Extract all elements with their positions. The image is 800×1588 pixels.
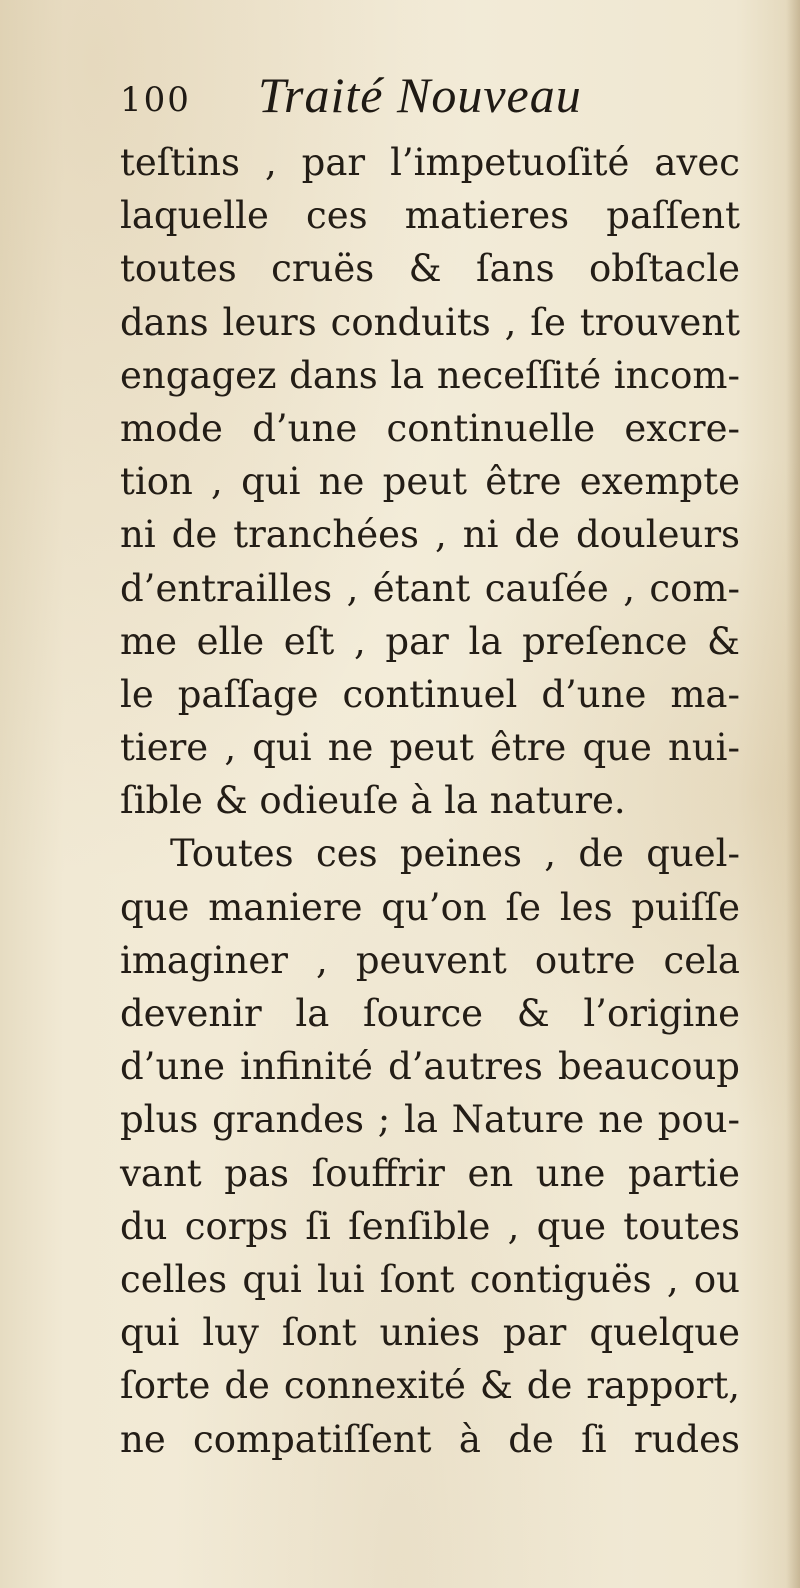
running-title: Traité Nouveau: [258, 67, 582, 123]
text-line: que maniere qu’on ſe les puiſſe: [120, 885, 740, 929]
text-line: le paſſage continuel d’une ma-: [120, 672, 740, 716]
page-header: [120, 66, 720, 130]
text-line: d’une infinité d’autres beaucoup: [120, 1045, 740, 1089]
text-line: dans leurs conduits , ſe trouvent: [120, 300, 740, 344]
text-line: teſtins , par l’impetuoſité avec: [120, 141, 740, 184]
text-line: vant pas ſouffrir en une partie: [120, 1151, 740, 1195]
text-line: plus grandes ; la Nature ne pou-: [120, 1098, 740, 1142]
text-line: ne compatiſſent à de ſi rudes: [120, 1417, 740, 1461]
text-line: celles qui lui ſont contiguës , ou: [120, 1257, 740, 1301]
paragraph-start-line: Toutes ces peines , de quel-: [170, 832, 740, 876]
page-number: 100: [120, 80, 191, 120]
text-line: imaginer , peuvent outre cela: [120, 938, 740, 982]
paragraph-end-line: ſible & odieuſe à la nature.: [120, 779, 626, 823]
text-line: mode d’une continuelle excre-: [120, 406, 740, 450]
text-line: tion , qui ne peut être exempte: [120, 460, 740, 504]
text-line: du corps ſi ſenſible , que toutes: [120, 1204, 740, 1248]
text-line: ni de tranchées , ni de douleurs: [120, 513, 740, 557]
text-line: engagez dans la neceſſité incom-: [120, 353, 740, 397]
text-line: ſorte de connexité & de rapport,: [120, 1364, 740, 1408]
text-line: qui luy ſont unies par quelque: [120, 1311, 740, 1355]
page-edge-shadow: [786, 0, 800, 1588]
text-line: me elle eſt , par la preſence &: [120, 619, 740, 663]
text-line: toutes cruës & ſans obſtacle: [120, 247, 740, 291]
body-text: [120, 136, 740, 1466]
text-line: d’entrailles , étant cauſée , com-: [120, 566, 740, 610]
text-line: laquelle ces matieres paſſent: [120, 194, 740, 238]
text-line: tiere , qui ne peut être que nui-: [120, 726, 740, 770]
text-line: devenir la ſource & l’origine: [120, 992, 740, 1035]
